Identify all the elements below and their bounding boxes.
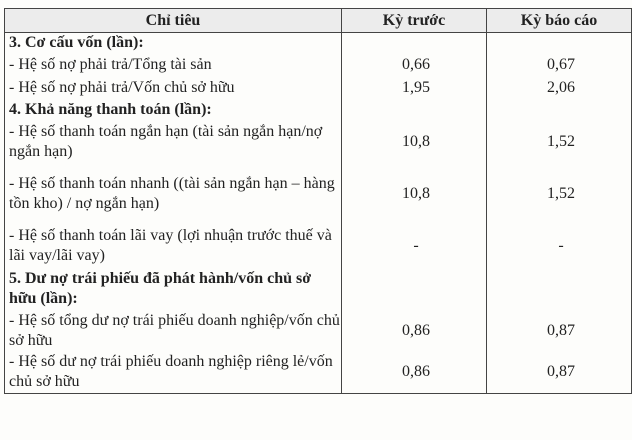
table-body <box>5 33 632 394</box>
row-report-value: 2,06 <box>487 77 632 100</box>
row-prev-value: 10,8 <box>342 121 487 163</box>
table-row <box>5 225 632 268</box>
section-row-solvency <box>5 100 632 121</box>
table-row <box>5 121 632 163</box>
row-prev-value: 0,86 <box>342 352 487 394</box>
row-label: 5. Dư nợ trái phiếu đã phát hành/vốn chủ sở hữu (lần): <box>5 268 342 310</box>
row-label: - Hệ số dư nợ trái phiếu doanh nghiệp riêng lẻ/vốn chủ sở hữu <box>5 352 342 394</box>
row-prev-value: 0,86 <box>342 310 487 352</box>
row-label: - Hệ số thanh toán ngắn hạn (tài sản ngắn hạn/nợ ngắn hạn) <box>5 121 342 163</box>
row-report-value <box>487 268 632 310</box>
row-report-value <box>487 100 632 121</box>
header-indicator: Chỉ tiêu <box>5 9 342 33</box>
table-row <box>5 352 632 394</box>
row-label: - Hệ số nợ phải trả/Vốn chủ sở hữu <box>5 77 342 100</box>
row-report-value: - <box>487 225 632 268</box>
row-prev-value: 0,66 <box>342 54 487 77</box>
row-report-value: 0,87 <box>487 310 632 352</box>
row-prev-value <box>342 268 487 310</box>
table-header <box>5 9 632 33</box>
row-label: 3. Cơ cấu vốn (lần): <box>5 33 342 54</box>
financial-ratios-table <box>4 8 632 394</box>
row-label: - Hệ số thanh toán lãi vay (lợi nhuận trước thuế và lãi vay/lãi vay) <box>5 225 342 268</box>
row-report-value: 0,87 <box>487 352 632 394</box>
row-report-value: 1,52 <box>487 163 632 225</box>
row-label: - Hệ số nợ phải trả/Tổng tài sản <box>5 54 342 77</box>
table-row <box>5 54 632 77</box>
row-report-value <box>487 33 632 54</box>
row-prev-value: 10,8 <box>342 163 487 225</box>
header-previous-period: Kỳ trước <box>342 9 487 33</box>
row-label: - Hệ số thanh toán nhanh ((tài sản ngắn hạn – hàng tồn kho) / nợ ngắn hạn) <box>5 163 342 225</box>
section-row-bond-debt <box>5 268 632 310</box>
row-report-value: 1,52 <box>487 121 632 163</box>
header-reporting-period: Kỳ báo cáo <box>487 9 632 33</box>
row-label: - Hệ số tổng dư nợ trái phiếu doanh nghiệp/vốn chủ sở hữu <box>5 310 342 352</box>
row-prev-value <box>342 100 487 121</box>
row-label: 4. Khả năng thanh toán (lần): <box>5 100 342 121</box>
section-row-capital-structure <box>5 33 632 54</box>
row-prev-value: - <box>342 225 487 268</box>
table-row <box>5 310 632 352</box>
table-row <box>5 163 632 225</box>
row-prev-value <box>342 33 487 54</box>
header-row <box>5 9 632 33</box>
table-row <box>5 77 632 100</box>
row-report-value: 0,67 <box>487 54 632 77</box>
row-prev-value: 1,95 <box>342 77 487 100</box>
